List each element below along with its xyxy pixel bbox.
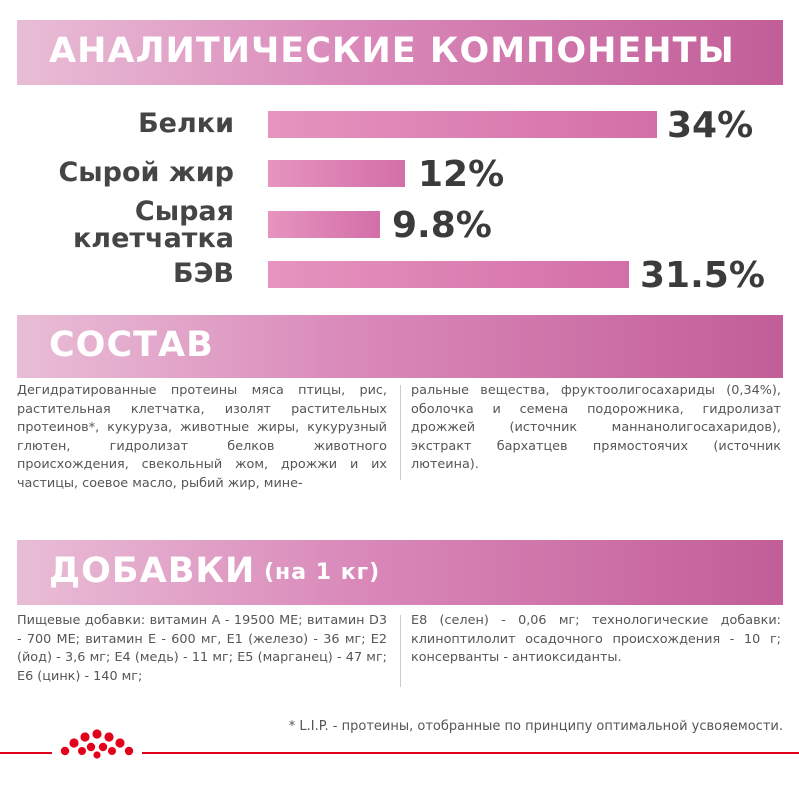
value-fat: 12% <box>418 154 505 195</box>
bar-fiber <box>268 211 380 238</box>
additives-subtitle: (на 1 кг) <box>264 560 381 585</box>
value-protein: 34% <box>667 105 754 146</box>
additives-divider <box>400 615 401 687</box>
value-fiber: 9.8% <box>392 205 492 246</box>
brand-line-left <box>0 752 52 754</box>
row-label-fiber: Сырая клетчатка <box>72 196 234 254</box>
analytic-title: АНАЛИТИЧЕСКИЕ КОМПОНЕНТЫ <box>49 31 735 71</box>
bar-protein <box>268 111 657 138</box>
additives-text-col2: Е8 (селен) - 0,06 мг; технологические добавки: клиноптилолит осадочного происхождения - 10 г; консерванты - антиоксиданты. <box>411 613 781 665</box>
composition-banner <box>17 315 783 378</box>
bar-fat <box>268 160 405 187</box>
row-label-protein: Белки <box>138 108 234 139</box>
bar-nfe <box>268 261 629 288</box>
additives-banner <box>17 540 783 605</box>
additives-title: ДОБАВКИ <box>49 551 256 591</box>
analytic-banner <box>17 20 783 85</box>
footnote: * L.I.P. - протеины, отобранные по принципу оптимальной усвояемости. <box>288 719 783 734</box>
additives-text-col1: Пищевые добавки: витамин А - 19500 МЕ; витамин D3 - 700 МЕ; витамин Е - 600 мг, Е1 (железо) - 36 мг; Е2 (йод) - 3,6 мг; Е4 (медь) - 11 мг; Е5 (марганец) - 47 мг; Е6 (цинк) - 140 мг; <box>17 613 387 684</box>
row-label-nfe: БЭВ <box>173 258 234 289</box>
royal-canin-crown-icon <box>56 726 138 766</box>
composition-divider <box>400 385 401 480</box>
composition-text-col2: ральные вещества, фруктоолигосахариды (0,34%), оболочка и семена подорожника, гидролизат дрожжей (источник маннанолигосахаридов), экстракт бархатцев прямостоячих (источник лютеина). <box>411 383 781 472</box>
brand-line-right <box>142 752 799 754</box>
composition-text-col1: Дегидратированные протеины мяса птицы, рис, растительная клетчатка, изолят растительных протеинов*, кукуруза, животные жиры, кукурузный глютен, гидролизат белков животного происхождения, свекольный жом, дрожжи и их частицы, соевое масло, рыбий жир, мине- <box>17 383 387 491</box>
composition-title: СОСТАВ <box>49 325 214 365</box>
row-label-fat: Сырой жир <box>58 157 234 188</box>
value-nfe: 31.5% <box>640 255 765 296</box>
